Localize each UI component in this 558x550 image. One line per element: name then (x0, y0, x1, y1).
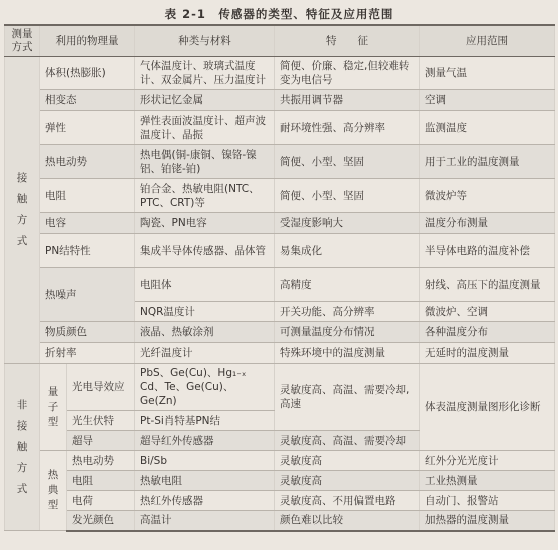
principle-cell: 光电导效应 (67, 364, 135, 411)
types-cell: 电阻体 (135, 268, 275, 302)
types-cell: Pt-Si肖特基PN结 (135, 411, 275, 431)
types-cell: 高温计 (135, 511, 275, 531)
header-applications: 应用范围 (420, 25, 555, 57)
features-cell: 灵敏度高、不用偏置电路 (275, 491, 420, 511)
applications-cell: 各种温度分布 (420, 322, 555, 343)
types-cell: 热敏电阻 (135, 471, 275, 491)
principle-cell: 热电动势 (40, 145, 135, 179)
features-cell: 特殊环境中的温度测量 (275, 343, 420, 364)
table-row (5, 57, 555, 90)
header-method: 测量方式 (5, 25, 40, 57)
header-row (5, 25, 555, 57)
table-row (5, 471, 555, 491)
types-cell: 气体温度计、玻璃式温度计、双金属片、压力温度计 (135, 57, 275, 90)
types-cell: 形状记忆金属 (135, 90, 275, 111)
features-cell: 简便、小型、坚固 (275, 179, 420, 213)
types-cell: PbS、Ge(Cu)、Hg₁₋ₓ Cd、Te、Ge(Cu)、Ge(Zn) (135, 364, 275, 411)
types-cell: 热红外传感器 (135, 491, 275, 511)
applications-cell: 用于工业的温度测量 (420, 145, 555, 179)
applications-cell: 微波炉等 (420, 179, 555, 213)
quantum-type-cell: 量子型 (40, 364, 67, 451)
table-row (5, 451, 555, 471)
features-cell: 灵敏度高 (275, 471, 420, 491)
features-cell: 可测量温度分布情况 (275, 322, 420, 343)
features-cell: 颜色难以比较 (275, 511, 420, 531)
principle-cell: 相变态 (40, 90, 135, 111)
principle-cell: 电荷 (67, 491, 135, 511)
applications-cell: 自动门、报警站 (420, 491, 555, 511)
principle-cell: 体积(热膨胀) (40, 57, 135, 90)
principle-cell: 光生伏特 (67, 411, 135, 431)
applications-cell: 测量气温 (420, 57, 555, 90)
applications-cell: 红外分光光度计 (420, 451, 555, 471)
applications-cell: 半导体电路的温度补偿 (420, 234, 555, 268)
contact-method-cell: 接触方式 (5, 57, 40, 364)
applications-cell: 监测温度 (420, 111, 555, 145)
applications-cell: 体表温度测量图形化诊断 (420, 364, 555, 451)
features-cell: 开关功能、高分辨率 (275, 302, 420, 322)
header-principle: 利用的物理量 (40, 25, 135, 57)
applications-cell: 温度分布测量 (420, 213, 555, 234)
features-cell: 共振用调节器 (275, 90, 420, 111)
principle-cell: 折射率 (40, 343, 135, 364)
principle-cell: 电阻 (67, 471, 135, 491)
types-cell: 液晶、热敏涂剂 (135, 322, 275, 343)
thermal-type-cell: 热典型 (40, 451, 67, 531)
principle-cell: 超导 (67, 431, 135, 451)
features-cell: 简便、价廉、稳定,但较难转变为电信号 (275, 57, 420, 90)
types-cell: 弹性表面波温度计、超声波温度计、晶振 (135, 111, 275, 145)
table-row (5, 90, 555, 111)
features-cell: 受湿度影响大 (275, 213, 420, 234)
table-row (5, 322, 555, 343)
table-row (5, 511, 555, 531)
types-cell: 陶瓷、PN电容 (135, 213, 275, 234)
header-features: 特 征 (275, 25, 420, 57)
sensor-table (4, 24, 555, 532)
principle-cell: 热电动势 (67, 451, 135, 471)
table-row (5, 111, 555, 145)
applications-cell: 空调 (420, 90, 555, 111)
applications-cell: 工业热测量 (420, 471, 555, 491)
table-row (5, 145, 555, 179)
principle-cell: 发光颜色 (67, 511, 135, 531)
table-row (5, 364, 555, 411)
principle-cell: 电容 (40, 213, 135, 234)
applications-cell: 无延时的温度测量 (420, 343, 555, 364)
features-cell: 灵敏度高、高温、需要冷却,高速 (275, 364, 420, 431)
types-cell: Bi/Sb (135, 451, 275, 471)
noncontact-method-cell: 非接触方式 (5, 364, 40, 531)
principle-cell: 物质颜色 (40, 322, 135, 343)
features-cell: 耐环境性强、高分辨率 (275, 111, 420, 145)
types-cell: 热电偶(铜-康铜、镍铬-镍铝、铂铑-铂) (135, 145, 275, 179)
features-cell: 灵敏度高 (275, 451, 420, 471)
features-cell: 高精度 (275, 268, 420, 302)
features-cell: 易集成化 (275, 234, 420, 268)
header-types: 种类与材料 (135, 25, 275, 57)
features-cell: 简便、小型、坚固 (275, 145, 420, 179)
table-row (5, 234, 555, 268)
principle-cell: 弹性 (40, 111, 135, 145)
table-row (5, 491, 555, 511)
types-cell: 集成半导体传感器、晶体管 (135, 234, 275, 268)
applications-cell: 射线、高压下的温度测量 (420, 268, 555, 302)
table-row (5, 213, 555, 234)
types-cell: NQR温度计 (135, 302, 275, 322)
principle-cell: 热噪声 (40, 268, 135, 322)
types-cell: 铂合金、热敏电阻(NTC、PTC、CRT)等 (135, 179, 275, 213)
applications-cell: 微波炉、空调 (420, 302, 555, 322)
principle-cell: 电阻 (40, 179, 135, 213)
types-cell: 超导红外传感器 (135, 431, 275, 451)
types-cell: 光纤温度计 (135, 343, 275, 364)
table-row (5, 268, 555, 302)
features-cell: 灵敏度高、高温、需要冷却 (275, 431, 420, 451)
table-row (5, 179, 555, 213)
table-row (5, 343, 555, 364)
table-title: 表 2-1 传感器的类型、特征及应用范围 (164, 7, 394, 21)
applications-cell: 加热器的温度测量 (420, 511, 555, 531)
principle-cell: PN结特性 (40, 234, 135, 268)
